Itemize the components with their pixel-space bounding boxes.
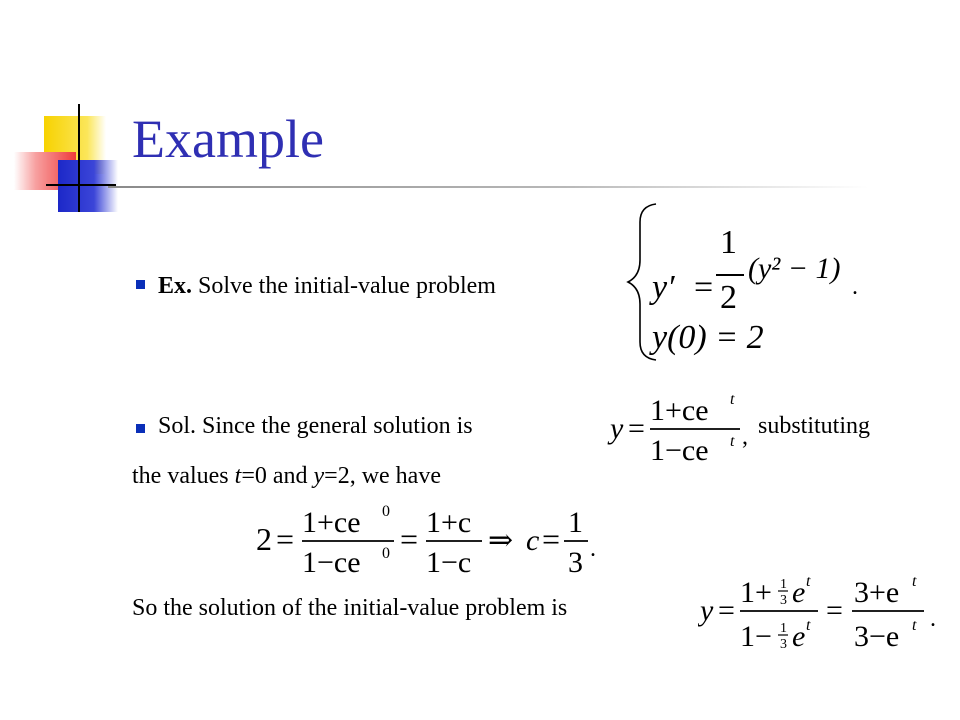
values-mid1: =0 and [241,463,314,489]
bullet-ex [136,280,145,289]
sol-den-third-den: 3 [780,637,787,652]
sub-eq3: = [542,521,561,557]
sol-den-third-num: 1 [780,621,787,636]
substitution-equation [250,498,600,578]
ivp-rhs: (y² − 1) [748,252,841,285]
values-t: t [234,463,242,489]
values-line [132,464,441,488]
values-y: y [313,463,325,489]
sub-den2: 1−c [426,546,472,578]
sub-den1-exp: 0 [382,545,390,562]
sub-two: 2 [256,521,272,557]
slide-title: Example [132,109,324,169]
sub-dot: . [590,536,596,562]
gen-eq: = [628,412,645,445]
sol-text: Sol. Since the general solution is [158,413,473,439]
gen-comma: , [742,424,748,450]
sol-num-e: e [792,576,806,609]
bullet-sol [136,424,145,433]
sol-y: y [700,594,714,627]
sub-one: 1 [568,506,583,539]
sub-implies: ⇒ [488,524,514,557]
sol-num-third-num: 1 [780,577,787,592]
sol-den-prefix: 1− [740,620,772,653]
conclusion-text: So the solution of the initial-value problem is [132,595,568,621]
ivp-init: y(0) = 2 [652,319,764,356]
ivp-dot: . [852,274,858,300]
sol-num-prefix: 1+ [740,576,772,609]
gen-num: 1+ce [650,394,709,427]
gen-y: y [610,412,624,445]
sol-dot: . [930,606,936,632]
sol-den2-exp: t [912,617,917,634]
sub-num2: 1+c [426,506,472,539]
ex-text: Solve the initial-value problem [192,273,496,299]
sub-num1-exp: 0 [382,503,390,520]
substituting-text: substituting [758,413,871,439]
ivp-eq: = [694,269,714,306]
sub-c: c [526,524,540,557]
sub-den1: 1−ce [302,546,361,578]
ivp-den: 2 [720,279,737,316]
ivp-yprime: y′ [652,269,675,306]
sub-eq1: = [276,521,295,557]
gen-den: 1−ce [650,434,709,466]
decor-vertical-line [78,104,80,212]
sol-eq1: = [718,594,735,627]
general-solution [604,386,754,466]
sol-num2-exp: t [912,573,917,590]
sol-den-exp: t [806,617,811,634]
ex-label: Ex. [158,273,193,299]
values-pre: the values [132,463,235,489]
sol-eq2: = [826,594,843,627]
sol-num2: 3+e [854,576,900,609]
ivp-equation [620,198,870,366]
sol-den2: 3−e [854,620,900,653]
sub-num1: 1+ce [302,506,361,539]
sol-num-exp: t [806,573,811,590]
ex-line [158,274,496,298]
sub-three: 3 [568,546,583,578]
gen-den-exp: t [730,433,735,450]
sol-den-e: e [792,620,806,653]
final-solution [698,566,956,658]
sub-eq2: = [400,521,419,557]
gen-num-exp: t [730,391,735,408]
title-underline [108,186,868,188]
values-mid2: =2, we have [324,463,441,489]
ivp-num: 1 [720,224,737,261]
sol-num-third-den: 3 [780,593,787,608]
decor-horizontal-line [46,184,116,186]
